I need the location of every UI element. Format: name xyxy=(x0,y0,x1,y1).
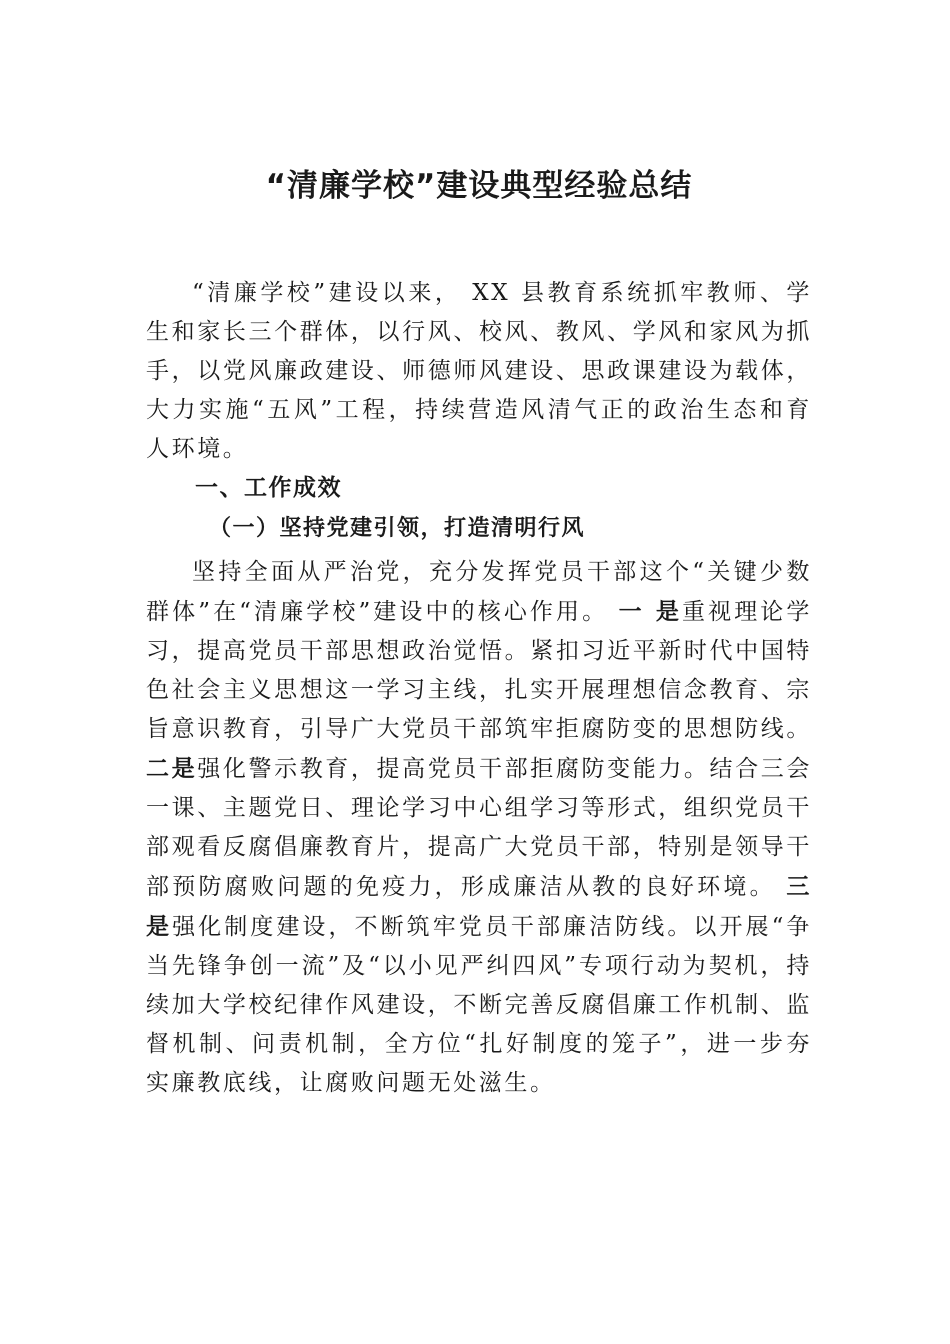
point-one-lead: 一 是 xyxy=(618,598,682,625)
point-three-lead: 三是 xyxy=(146,873,812,940)
point-two-lead: 二是 xyxy=(146,755,198,782)
point-two-text: 强化警示教育，提高党员干部拒腐防变能力。结合三会一课、主题党日、理论学习中心组学习等形式，组织党员干部观看反腐倡廉教育片，提高广大党员干部，特别是领导干部预防腐败问题的免疫力，形成廉洁从教的良好环境。 xyxy=(146,756,812,900)
point-one-text: 重视理论学习，提高党员干部思想政治觉悟。紧扣习近平新时代中国特色社会主义思想这一学习主线，扎实开展理想信念教育、宗旨意识教育，引导广大党员干部筑牢拒腐防变的思想防线。 xyxy=(146,599,812,742)
point-three-text: 强化制度建设，不断筑牢党员干部廉洁防线。以开展“争当先锋争创一流”及“以小见严纠四风”专项行动为契机，持续加大学校纪律作风建设，不断完善反腐倡廉工作机制、监督机制、问责机制，全方位“扎好制度的笼子”，进一步夯实廉教底线，让腐败问题无处滋生。 xyxy=(146,914,812,1096)
body-paragraph xyxy=(146,553,812,1103)
section-heading: 一、工作成效 xyxy=(195,475,342,501)
paragraph-opening: 坚持全面从严治党，充分发挥党员干部这个“关键少数群体”在“清廉学校”建设中的核心作用。 xyxy=(146,559,812,625)
document-title: “清廉学校”建设典型经验总结 xyxy=(265,168,693,204)
document-page xyxy=(146,160,812,1103)
subsection-heading: （一）坚持党建引领，打造清明行风 xyxy=(209,515,586,541)
intro-paragraph: “清廉学校”建设以来， XX 县教育系统抓牢教师、学生和家长三个群体，以行风、校风、教风、学风和家风为抓手，以党风廉政建设、师德师风建设、思政课建设为载体，大力实施“五风”工程，持续营造风清气正的政治生态和育人环境。 xyxy=(146,280,812,462)
